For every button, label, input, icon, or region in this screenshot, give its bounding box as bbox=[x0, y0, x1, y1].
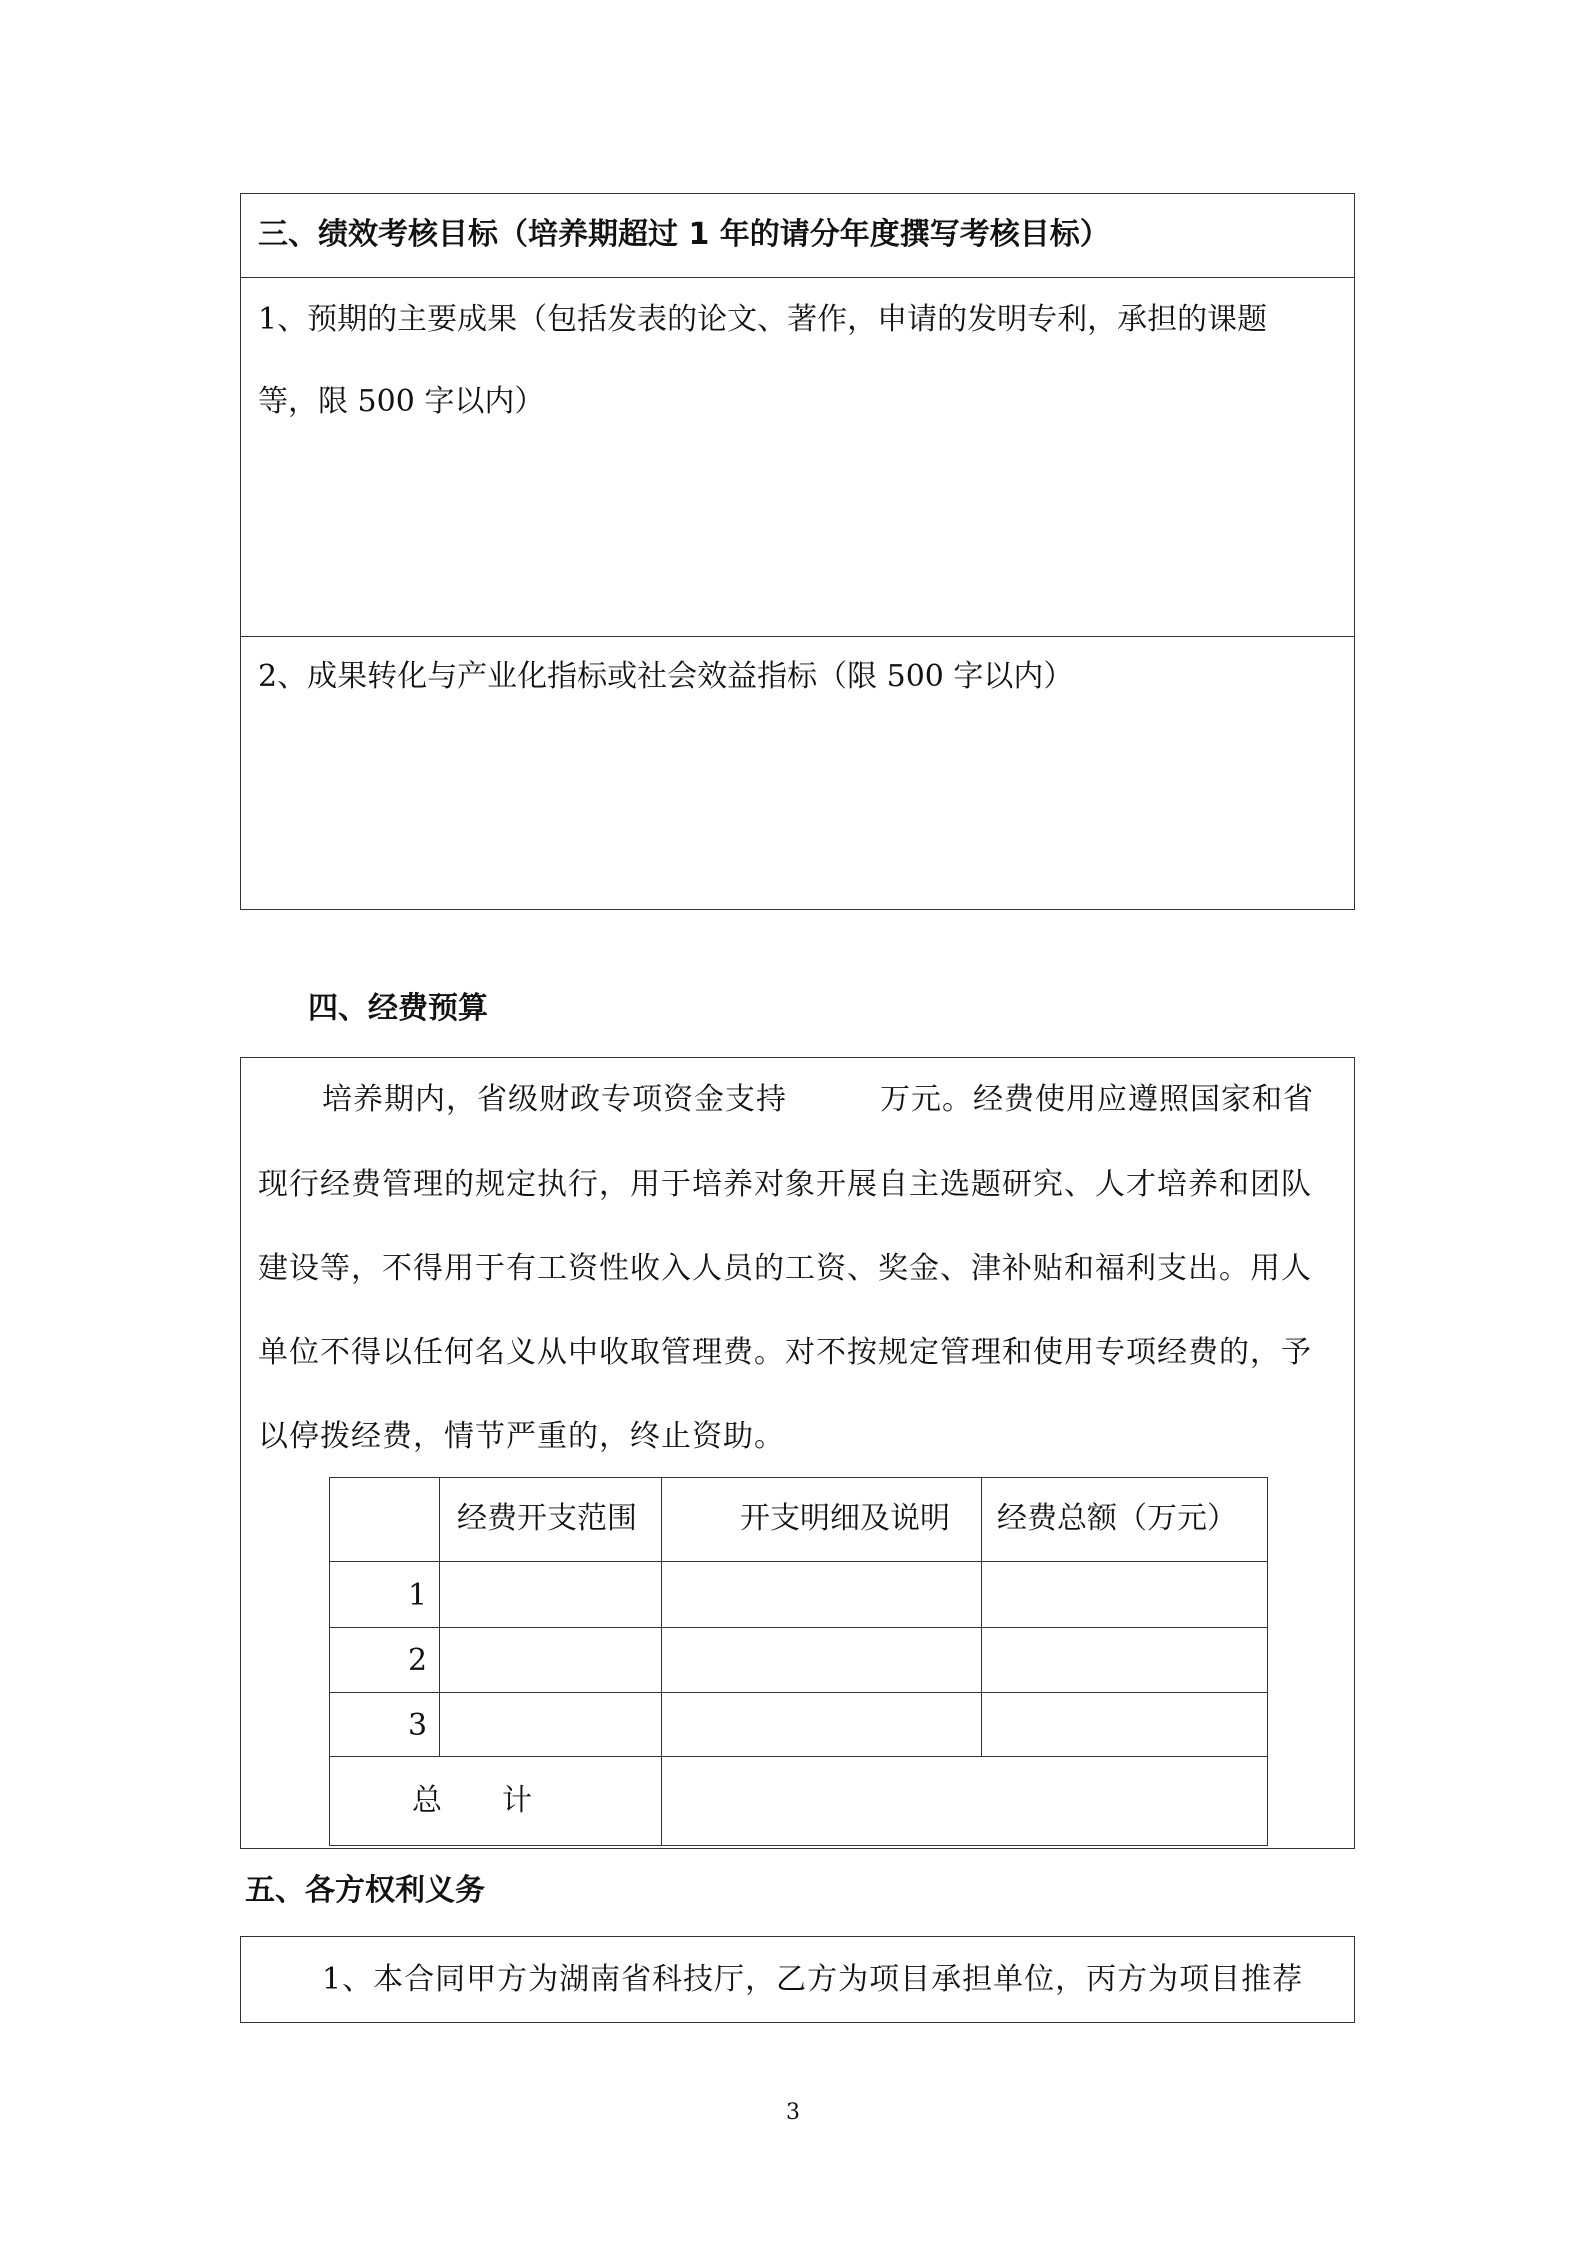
section3-item2: 2、成果转化与产业化指标或社会效益指标（限 500 字以内） bbox=[258, 659, 1074, 694]
budget-para-line5: 以停拨经费，情节严重的，终止资助。 bbox=[258, 1419, 785, 1454]
header-scope: 经费开支范围 bbox=[457, 1501, 637, 1536]
row-number: 1 bbox=[408, 1578, 428, 1613]
divider bbox=[240, 277, 1355, 278]
page-number: 3 bbox=[786, 2100, 800, 2125]
budget-para-line3: 建设等，不得用于有工资性收入人员的工资、奖金、津补贴和福利支出。用人 bbox=[258, 1251, 1312, 1286]
table-rule bbox=[329, 1756, 1268, 1757]
budget-para-line1: 培养期内，省级财政专项资金支持 万元。经费使用应遵照国家和省 bbox=[322, 1082, 1314, 1117]
divider bbox=[240, 636, 1355, 637]
table-rule bbox=[439, 1477, 440, 1757]
section4-title: 四、经费预算 bbox=[308, 991, 488, 1026]
section3-item1-line1: 1、预期的主要成果（包括发表的论文、著作，申请的发明专利，承担的课题 bbox=[258, 302, 1268, 337]
header-details: 开支明细及说明 bbox=[740, 1501, 950, 1536]
budget-para-line2: 现行经费管理的规定执行，用于培养对象开展自主选题研究、人才培养和团队 bbox=[258, 1167, 1312, 1202]
table-rule bbox=[329, 1692, 1268, 1693]
section3-item1-line2: 等，限 500 字以内） bbox=[258, 384, 545, 419]
rights-para-line1: 1、本合同甲方为湖南省科技厅，乙方为项目承担单位，丙方为项目推荐 bbox=[322, 1962, 1304, 1997]
row-number: 2 bbox=[408, 1643, 428, 1678]
section3-header: 三、绩效考核目标（培养期超过 1 年的请分年度撰写考核目标） bbox=[258, 217, 1110, 252]
table-rule bbox=[981, 1477, 982, 1757]
performance-goals-box bbox=[240, 193, 1355, 910]
table-rule bbox=[329, 1627, 1268, 1628]
table-rule bbox=[329, 1561, 1268, 1562]
row-number: 3 bbox=[408, 1708, 428, 1743]
section5-title: 五、各方权利义务 bbox=[245, 1873, 485, 1908]
total-label: 总 计 bbox=[412, 1783, 532, 1818]
table-rule bbox=[661, 1477, 662, 1846]
budget-para-line4: 单位不得以任何名义从中收取管理费。对不按规定管理和使用专项经费的，予 bbox=[258, 1335, 1312, 1370]
header-total-amount: 经费总额（万元） bbox=[997, 1501, 1237, 1536]
